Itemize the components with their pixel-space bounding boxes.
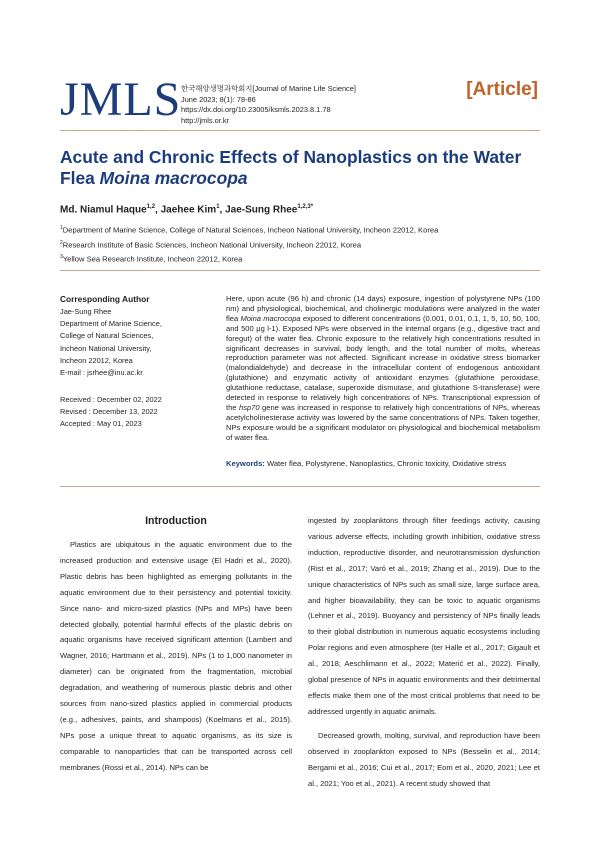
- body-paragraph: Plastics are ubiquitous in the aquatic environment due to the increased production and extensive usage (El Hadri et al., 2020). Plastic debris has been highlighted as emerging pollutants in the aquatic environment due to their persistency and potential toxicity. Since nano- and micro-sized plastics (NPs and MPs) have been detected globally, potential harmful effects of the plastic debris on aquatic organisms have received significant attention (Lambert and Wagner, 2016; Hartmann et al., 2019). NPs (1 to 1,000 nanometer in diameter) can be originated from the fragmentation, microbial degradation, and weathering of numerous plastic debris and other sources from nano-sized plastics applied in commercial products (e.g., adhesives, paints, and shampoos) (Koelmans et al., 2015). NPs pose a unique threat to aquatic organisms, as its size is comparable to nanoparticles that can be transported across cell membranes (Rossi et al., 2014). NPs can be: [60, 540, 292, 772]
- affiliation-mark: 1: [60, 225, 63, 231]
- accepted-date: Accepted : May 01, 2023: [60, 419, 142, 429]
- keywords-label: Keywords:: [226, 459, 265, 468]
- author-name: Jae-Sung Rhee: [225, 204, 298, 216]
- abstract-species: Moina macrocopa: [240, 313, 301, 323]
- title-species: Moina macrocopa: [99, 168, 248, 188]
- journal-logo: JMLS: [60, 73, 182, 126]
- corresponding-author: [60, 294, 210, 379]
- section-heading: Introduction: [145, 515, 207, 527]
- article-dates: [60, 394, 210, 431]
- affiliation-mark: 3: [60, 254, 63, 261]
- author-name: Md. Niamul Haque: [60, 204, 147, 216]
- author-name: Jaehee Kim: [160, 204, 217, 216]
- abstract-divider: [60, 486, 540, 487]
- paper-title: [60, 147, 530, 189]
- affiliation-list: [60, 222, 438, 266]
- body-column-left: [60, 513, 292, 776]
- abstract-text: gene was increased in response to relatively high concentrations of NPs, whereas acetylcholinesterase activity was lowered by the same concentrations of NPs. Taken together, NPs exposure would be a significant modulator on physiological and biochemical metabolism of water flea.: [226, 402, 540, 442]
- corr-line: Incheon 22012, Korea: [60, 355, 133, 365]
- affiliation-item: [60, 222, 438, 237]
- journal-name-line: 한국해양생명과학회지[Journal of Marine Life Science]: [181, 84, 356, 93]
- author-affil-mark: 1,2: [146, 204, 156, 210]
- article-type-label: [Article]: [466, 79, 538, 100]
- journal-info: [181, 84, 356, 126]
- abstract-text: Here, upon acute (96 h) and chronic (14 days) exposure, ingestion of polystyrene NPs (100 nm) and physiological, biochemical, and cholinergic modulations were analyzed in the water flea: [226, 294, 540, 323]
- corr-line: Department of Marine Science,: [60, 319, 162, 329]
- body-paragraph: ingested by zooplanktons through filter feedings activity, causing various adverse effects, including growth inhibition, oxidative stress induction, reproductive disorder, and neurotransmission dysfunction (Rist et al., 2017; Varó et al., 2019; Zhang et al., 2019). Due to the unique characteristics of NPs such as small size, large surface area, and higher bioavailability, they can be toxic to aquatic organisms (Lehner et al., 2019). Buoyancy and persistency of NPs finally leads to their global distribution in numerous aquatic ecosystems including Polar regions and even atmosphere (ter Halle et al., 2017; Gigault et al., 2018; Aeschlimann et al., 2022; Materić et al., 2022). Finally, global presence of NPs in aquatic environments and their detrimental effects make them one of the most critical problems that need to be addressed urgently in aquatic animals.: [308, 516, 540, 716]
- received-date: Received : December 02, 2022: [60, 395, 162, 404]
- affiliation-item: [60, 251, 438, 266]
- affiliation-text: Research Institute of Basic Sciences, Incheon National University, Incheon 22012, Korea: [62, 240, 362, 250]
- abstract-gene: hsp70: [239, 402, 260, 412]
- affiliation-mark: 2: [60, 239, 63, 246]
- author-list: [60, 201, 313, 216]
- abstract-text: exposed to different concentrations (0.001, 0.01, 0.1, 1, 5, 10, 50, 100, and 500 μg l-1). Exposed NPs were observed in the internal organs (e.g., digestive tract and foregut) of the water flea. Chronic exposure to the relatively high concentrations resulted in significant decreases in survival, body length, and the total number of molts, whereas reproduction parameter was not affected. Significant increase in oxidative stress biomarker (malondialdehyde) and decrease in the intracellular content of endogenous antioxidant (glutathione) and enzymatic activity of antioxidant enzymes (glutathione peroxidase, glutathione reductase, catalase, superoxide dismutase, and glutathione S-transferase) were detected in response to relatively high concentrations of NPs. Transcriptional expression of the: [226, 313, 540, 412]
- journal-url-link[interactable]: http://jmls.or.kr: [181, 115, 230, 125]
- header-divider: [60, 130, 540, 131]
- corr-line: College of Natural Sciences,: [60, 331, 154, 341]
- doi-link[interactable]: https://dx.doi.org/10.23005/ksmls.2023.8.1.78: [181, 105, 331, 115]
- revised-date: Revised : December 13, 2022: [60, 407, 158, 417]
- abstract: [226, 294, 540, 443]
- affiliation-item: [60, 237, 438, 252]
- affiliation-divider: [60, 270, 540, 271]
- author-separator: ,: [155, 204, 161, 216]
- body-column-right: [308, 513, 540, 791]
- author-separator: ,: [219, 204, 226, 216]
- author-affil-mark: 1,2,3*: [297, 204, 314, 210]
- keywords-text: Water flea, Polystyrene, Nanoplastics, Chronic toxicity, Oxidative stress: [264, 459, 507, 468]
- corr-line: Incheon National University,: [60, 343, 152, 353]
- corresponding-heading: Corresponding Author: [60, 294, 150, 304]
- corr-email[interactable]: E-mail : jsrhee@inu.ac.kr: [60, 368, 143, 378]
- corr-line: Jae-Sung Rhee: [60, 307, 112, 316]
- affiliation-text: Yellow Sea Research Institute, Incheon 22012, Korea: [62, 254, 243, 264]
- affiliation-text: Department of Marine Science, College of Natural Sciences, Incheon National University, Incheon 22012, Korea: [62, 225, 439, 235]
- author-affil-mark: 1: [216, 204, 220, 210]
- keywords: [226, 459, 540, 469]
- body-paragraph: Decreased growth, molting, survival, and reproduction have been observed in zooplankton exposed to NPs (Besselin et al., 2014; Bergami et al., 2016; Cui et al., 2017; Eom et al., 2020, 2021; Lee et al., 2021; Yoo et al., 2021). A recent study showed that: [308, 730, 540, 788]
- issue-line: June 2023; 8(1): 78-86: [181, 94, 256, 104]
- title-text: Acute and Chronic Effects of Nanoplastics on the Water Flea: [60, 147, 522, 188]
